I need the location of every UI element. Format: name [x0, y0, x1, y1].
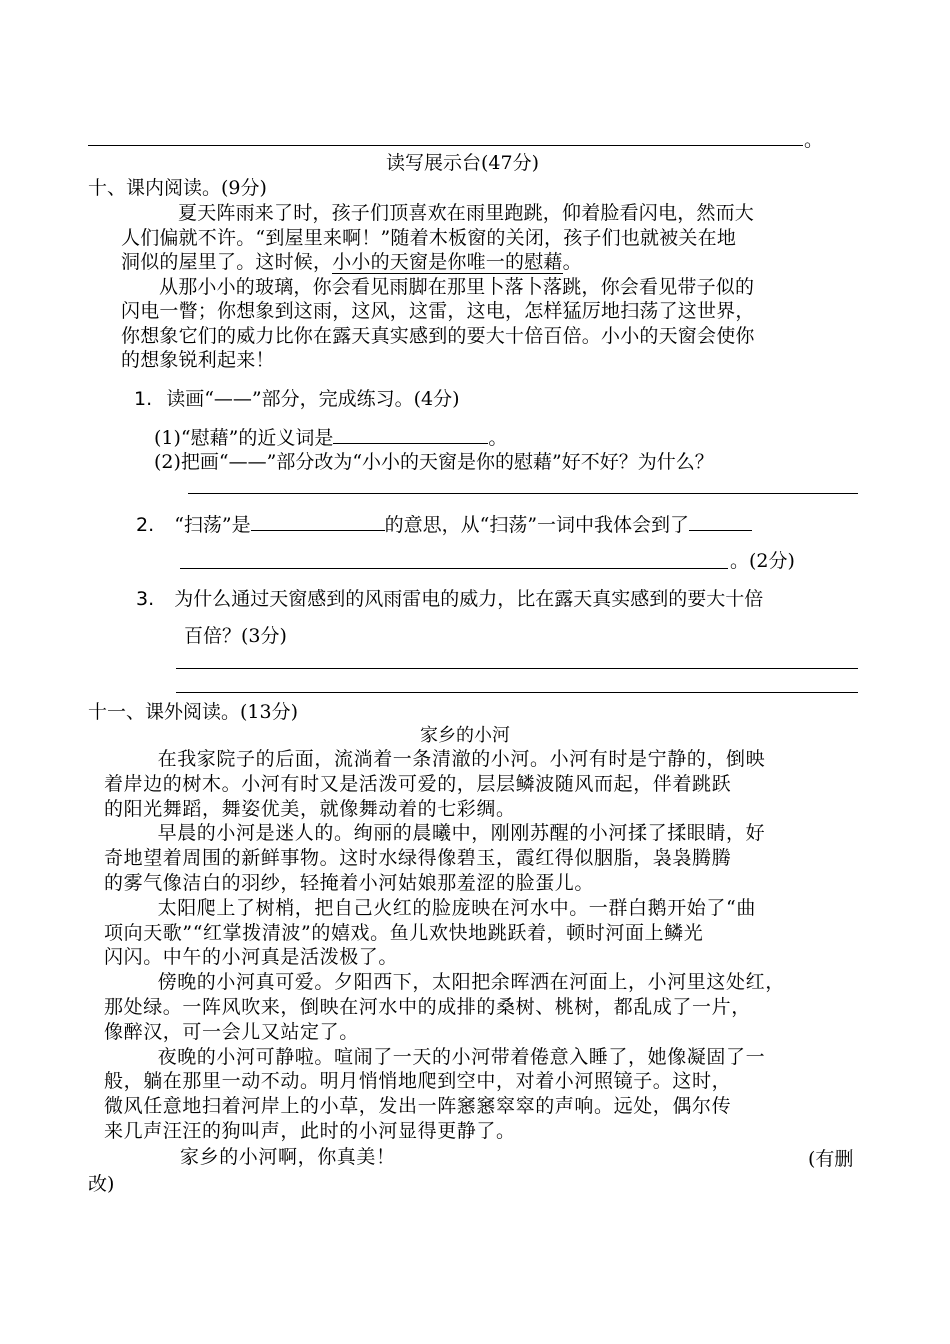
q11-heading: 十一、课外阅读。(13分) [88, 701, 299, 723]
sub-text: (1)“慰藉”的近义词是 [154, 427, 334, 449]
passage-text: 。 [562, 251, 582, 273]
passage-line: 着岸边的树木。小河有时又是活泼可爱的，层层鳞波随风而起，伴着跳跃 [104, 772, 732, 795]
q10-item2-end: 。(2分) [730, 550, 795, 572]
passage-text: 洞似的屋里了。这时候， [121, 251, 333, 273]
edit-note-end: 改) [88, 1173, 115, 1195]
q10-item1-sub1 [154, 425, 507, 450]
passage-line: 的想象锐利起来！ [121, 349, 275, 371]
passage-line: 夜晚的小河可静啦。喧闹了一天的小河带着倦意入睡了，她像凝固了一 [138, 1045, 766, 1068]
q10-item1 [134, 387, 460, 411]
passage-line: 那处绿。一阵风吹来，倒映在河水中的成排的桑树、桃树，都乱成了一片， [104, 995, 751, 1018]
answer-line-top[interactable] [88, 145, 803, 146]
q10-item3 [136, 587, 763, 611]
item-number: 3. [136, 588, 155, 610]
top-end-mark: 。 [804, 129, 824, 151]
passage-line: 的阳光舞蹈，舞姿优美，就像舞动着的七彩绸。 [104, 797, 516, 820]
item-text: 为什么通过天窗感到的风雨雷电的威力，比在露天真实感到的要大十倍 [174, 588, 764, 610]
passage-line: 微风任意地扫着河岸上的小草，发出一阵窸窸窣窣的声响。远处，偶尔传 [104, 1095, 732, 1118]
item-text: 的意思，从“扫荡”一词中我体会到了 [384, 514, 690, 536]
passage-line: 闪电一瞥；你想象到这雨，这风，这雷，这电，怎样猛厉地扫荡了这世界， [121, 300, 755, 322]
passage-line: 在我家院子的后面，流淌着一条清澈的小河。小河有时是宁静的，倒映 [138, 748, 766, 770]
item-text: “扫荡”是 [174, 514, 251, 536]
q11-title: 家乡的小河 [420, 725, 510, 746]
q11-passage [104, 747, 785, 1144]
synonym-answer-blank[interactable] [333, 425, 488, 444]
section-title: 读写展示台(47分) [386, 152, 540, 174]
passage-line: 奇地望着周围的新鲜事物。这时水绿得像碧玉，霞红得似胭脂，袅袅腾腾 [104, 847, 732, 870]
passage-line: 的雾气像洁白的羽纱，轻掩着小河姑娘那羞涩的脸蛋儿。 [104, 871, 595, 894]
q11-closing: 家乡的小河啊，你真美！ [180, 1146, 396, 1168]
item-number: 2. [136, 514, 155, 536]
answer-line[interactable] [176, 692, 858, 693]
answer-line[interactable] [188, 493, 858, 494]
passage-line: 从那小小的玻璃，你会看见雨脚在那里卜落卜落跳，你会看见带子似的 [159, 275, 755, 298]
passage-line: 你想象它们的威力比你在露天真实感到的要大十倍百倍。小小的天窗会使你 [121, 324, 755, 347]
feeling-answer-blank[interactable] [689, 512, 752, 531]
passage-line: 项向天歌”“红掌拨清波”的嬉戏。鱼儿欢快地跳跃着，顿时河面上鳞光 [104, 921, 704, 944]
item-text: 读画“——”部分，完成练习。(4分) [166, 388, 460, 410]
q10-item1-sub2: (2)把画“——”部分改为“小小的天窗是你的慰藉”好不好？为什么？ [154, 451, 714, 473]
q10-passage [121, 201, 755, 373]
q10-item3-line2: 百倍？(3分) [184, 625, 287, 647]
passage-line: 闪闪。中午的小河真是活泼极了。 [104, 946, 399, 969]
answer-line[interactable] [180, 568, 728, 569]
passage-line: 来几声汪汪的狗叫声，此时的小河显得更静了。 [104, 1119, 516, 1142]
passage-line: 夏天阵雨来了时，孩子们顶喜欢在雨里跑跳，仰着脸看闪电，然而大 [178, 202, 755, 224]
passage-line: 傍晚的小河真可爱。夕阳西下，太阳把余晖洒在河面上，小河里这处红， [138, 971, 785, 994]
answer-line[interactable] [176, 668, 858, 669]
sub-text: 。 [488, 427, 508, 449]
meaning-answer-blank[interactable] [251, 512, 385, 531]
passage-line: 般，躺在那里一动不动。明月悄悄地爬到空中，对着小河照镜子。这时， [104, 1070, 732, 1093]
item-number: 1. [134, 388, 153, 410]
passage-line: 人们偏就不许。“到屋里来啊！”随着木板窗的关闭，孩子们也就被关在地 [121, 226, 737, 249]
passage-line [121, 250, 755, 275]
edit-note: (有删 [808, 1148, 854, 1170]
q10-heading: 十、课内阅读。(9分) [88, 177, 267, 199]
underlined-sentence: 小小的天窗是你唯一的慰藉 [332, 251, 563, 273]
passage-line: 像醉汉，可一会儿又站定了。 [104, 1020, 359, 1043]
passage-line: 早晨的小河是迷人的。绚丽的晨曦中，刚刚苏醒的小河揉了揉眼睛，好 [138, 822, 766, 845]
q10-item2 [136, 512, 752, 537]
passage-line: 太阳爬上了树梢，把自己火红的脸庞映在河水中。一群白鹅开始了“曲 [138, 896, 756, 919]
